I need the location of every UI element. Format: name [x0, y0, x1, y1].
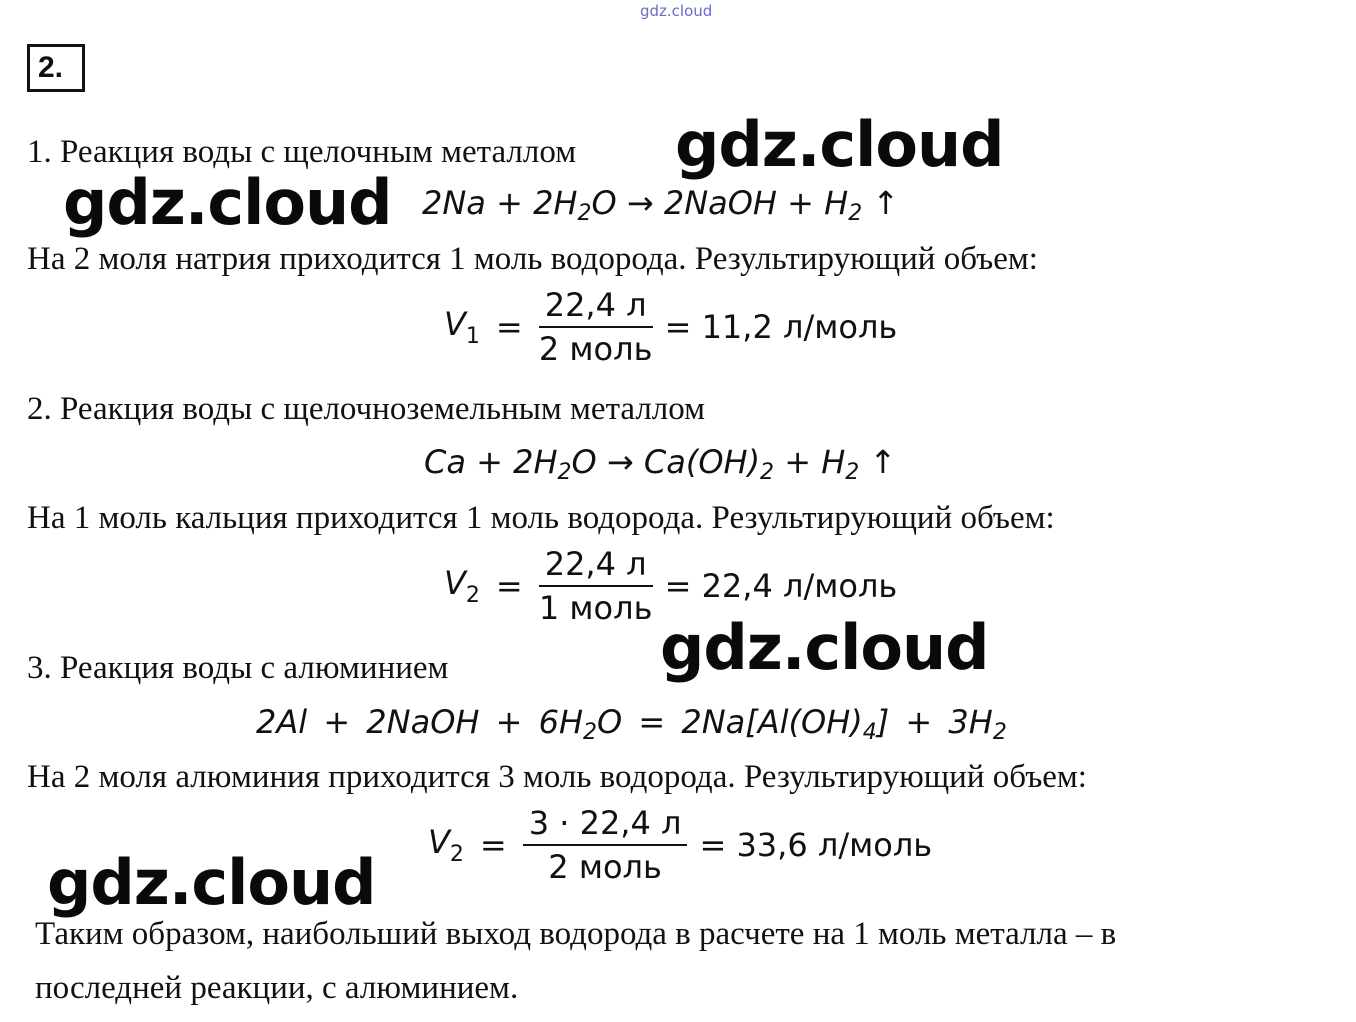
- conclusion-line-2: последней реакции, с алюминием.: [35, 970, 519, 1006]
- section1-heading: 1. Реакция воды с щелочным металлом: [27, 134, 577, 170]
- conclusion-line-1: Таким образом, наибольший выход водорода в расчете на 1 моль металла – в: [35, 916, 1117, 952]
- denominator: 1 моль: [538, 589, 653, 627]
- numerator: 22,4 л: [539, 286, 653, 328]
- section3-formula: $V_2$ = 3 · 22,4 л 2 моль = 33,6 л/моль: [428, 804, 933, 886]
- section3-equation: 2Al + 2NaOH + $6H_2O = 2Na[Al(OH)_4] + 3H_2$: [256, 703, 1007, 745]
- denominator: 2 моль: [538, 330, 653, 368]
- watermark: gdz.cloud: [63, 166, 392, 239]
- section1-equation: $2Na + 2H_2O$ → 2NaOH + $H_2$ ↑: [422, 184, 900, 226]
- section3-heading: 3. Реакция воды с алюминием: [27, 650, 449, 686]
- section2-equation: $Ca + 2H_2O \to Ca(OH)_2 + H_2$ ↑: [424, 443, 897, 485]
- watermark: gdz.cloud: [660, 611, 989, 684]
- numerator: 3 · 22,4 л: [523, 804, 688, 846]
- section2-formula: $V_2$ = 22,4 л 1 моль = 22,4 л/моль: [444, 545, 898, 627]
- top-watermark: gdz.cloud: [640, 2, 713, 20]
- section2-heading: 2. Реакция воды с щелочноземельным металлом: [27, 391, 706, 427]
- denominator: 2 моль: [548, 848, 662, 886]
- section1-text: На 2 моля натрия приходится 1 моль водорода. Результирующий объем:: [27, 241, 1038, 277]
- section2-text: На 1 моль кальция приходится 1 моль водорода. Результирующий объем:: [27, 500, 1055, 536]
- watermark: gdz.cloud: [47, 846, 376, 919]
- numerator: 22,4 л: [539, 545, 653, 587]
- section3-text: На 2 моля алюминия приходится 3 моль водорода. Результирующий объем:: [27, 759, 1087, 795]
- problem-number: 2.: [27, 44, 85, 92]
- section1-formula: $V_1$ = 22,4 л 2 моль = 11,2 л/моль: [444, 286, 898, 368]
- watermark: gdz.cloud: [675, 108, 1004, 181]
